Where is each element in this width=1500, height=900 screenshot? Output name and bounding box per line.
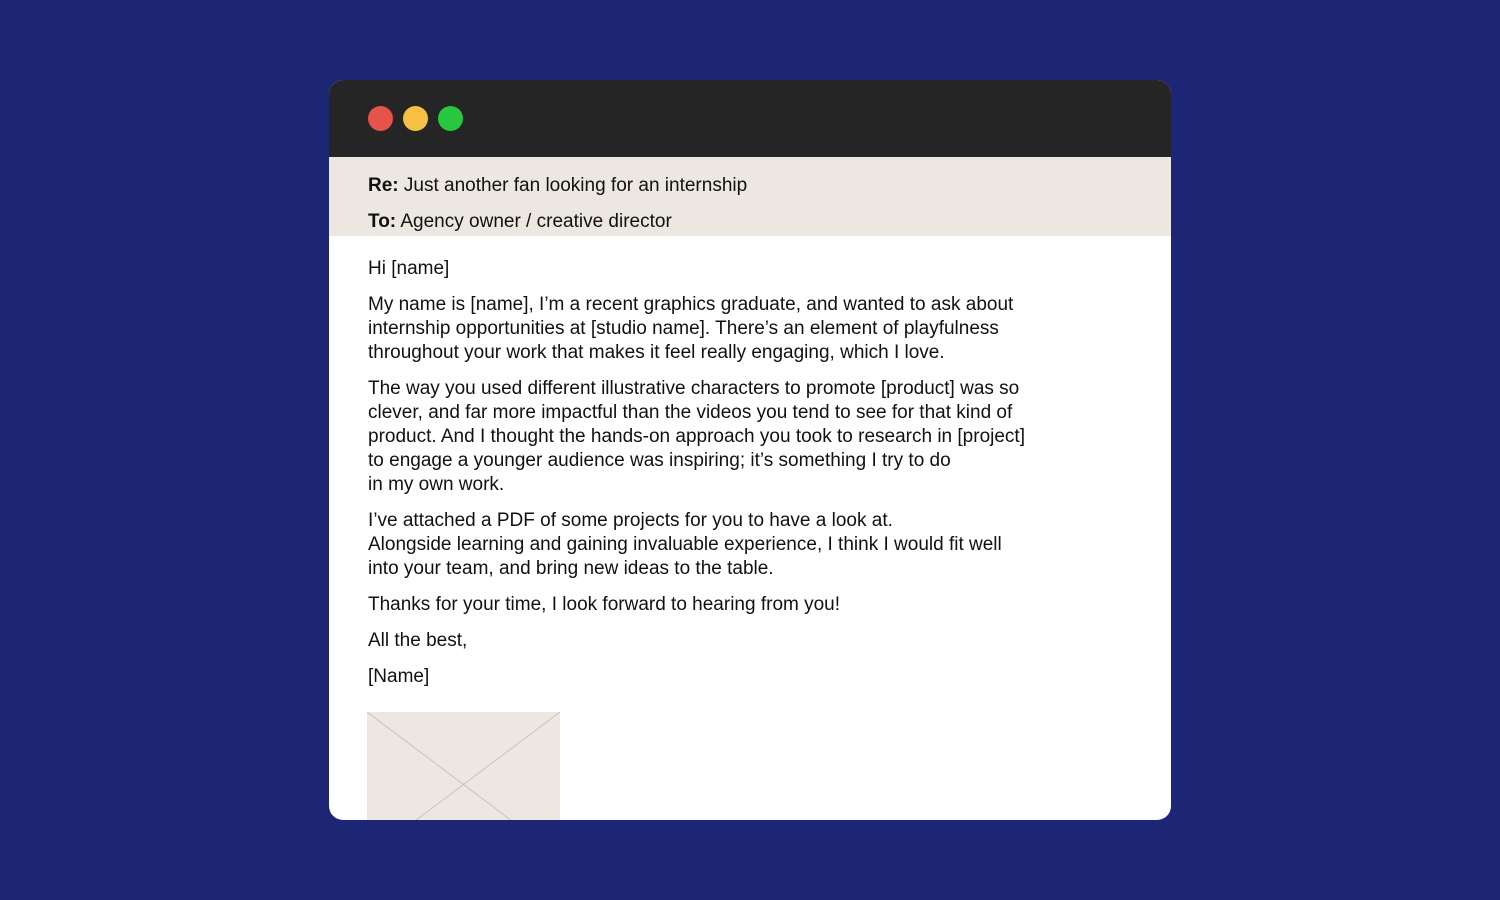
traffic-lights (368, 106, 463, 131)
subject-row (368, 174, 1132, 198)
email-window (329, 80, 1171, 820)
body-paragraph-1: My name is [name], I’m a recent graphics graduate, and wanted to ask about internship opportunities at [studio name]. There’s an element of playfulness throughout your work that makes it feel really engaging, which I love. (368, 294, 1014, 363)
body-paragraph-2: The way you used different illustrative characters to promote [product] was so clever, and far more impactful than the videos you tend to see for that kind of product. And I thought the hands-on approach you took to research in [project] to engage a younger audience was inspiring; it’s something I try to do in my own work. (368, 378, 1025, 495)
recipient-label: To: (368, 211, 397, 232)
minimize-window-button[interactable] (403, 106, 428, 131)
recipient-text: Agency owner / creative director (400, 211, 672, 232)
close-window-button[interactable] (368, 106, 393, 131)
title-bar (329, 80, 1171, 157)
subject-label: Re: (368, 175, 399, 196)
body-paragraph-3: I’ve attached a PDF of some projects for you to have a look at. Alongside learning and gaining invaluable experience, I think I would fit well into your team, and bring new ideas to the table. (368, 510, 1002, 579)
email-body (329, 236, 1171, 689)
sign-off: All the best, (368, 630, 468, 651)
image-placeholder-icon (367, 712, 560, 820)
recipient-row (368, 210, 1132, 234)
subject-text: Just another fan looking for an internship (403, 175, 748, 196)
image-placeholder (367, 712, 560, 820)
email-header (329, 157, 1171, 236)
signature: [Name] (368, 666, 430, 687)
body-paragraph-4: Thanks for your time, I look forward to hearing from you! (368, 594, 841, 615)
greeting: Hi [name] (368, 258, 450, 279)
zoom-window-button[interactable] (438, 106, 463, 131)
